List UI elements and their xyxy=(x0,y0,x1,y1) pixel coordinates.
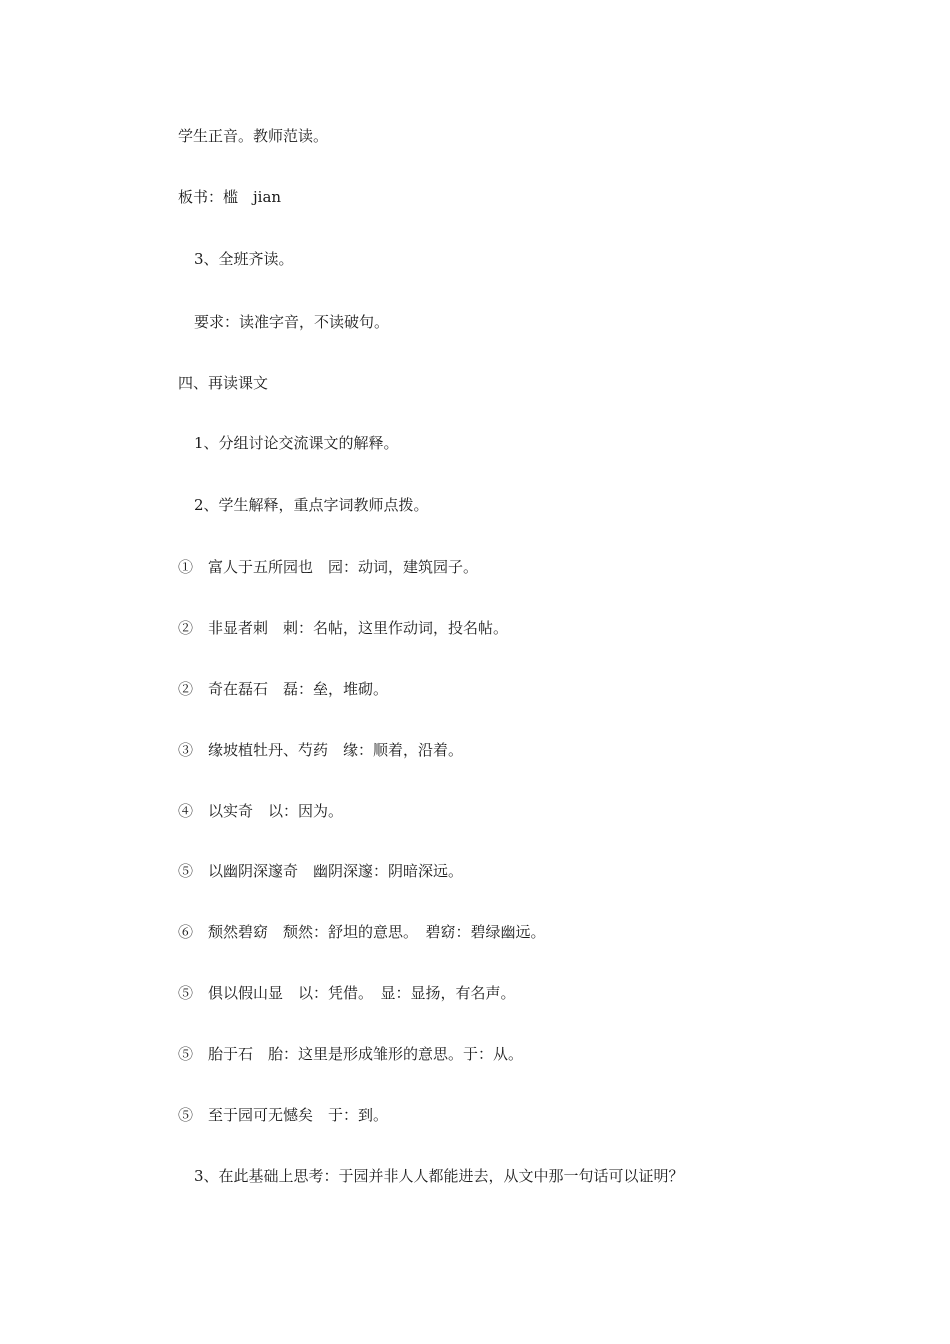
section-heading-reread-text: 四、再读课文 xyxy=(178,374,269,392)
text-line-class-reading: 3、全班齐读。 xyxy=(194,250,294,268)
annotation-item: ② 奇在磊石 磊：垒，堆砌。 xyxy=(178,680,389,698)
annotation-item: ③ 缘坡植牡丹、芍药 缘：顺着，沿着。 xyxy=(178,741,464,759)
text-line-student-explanation: 2、学生解释，重点字词教师点拨。 xyxy=(194,496,429,514)
annotation-item: ⑥ 颓然碧窈 颓然：舒坦的意思。 碧窈：碧绿幽远。 xyxy=(178,923,546,941)
text-line-student-pronunciation: 学生正音。教师范读。 xyxy=(178,127,329,145)
text-line-blackboard-writing: 板书：槛 jian xyxy=(178,188,282,206)
annotation-item: ① 富人于五所园也 园：动词，建筑园子。 xyxy=(178,558,479,576)
annotation-item: ⑤ 至于园可无憾矣 于：到。 xyxy=(178,1106,389,1124)
text-line-requirement: 要求：读准字音，不读破句。 xyxy=(194,313,390,331)
annotation-item: ⑤ 俱以假山显 以：凭借。 显：显扬，有名声。 xyxy=(178,984,516,1002)
annotation-item: ④ 以实奇 以：因为。 xyxy=(178,802,344,820)
annotation-item: ② 非显者刺 刺：名帖，这里作动词，投名帖。 xyxy=(178,619,509,637)
annotation-item: ⑤ 胎于石 胎：这里是形成雏形的意思。于：从。 xyxy=(178,1045,524,1063)
text-line-group-discussion: 1、分组讨论交流课文的解释。 xyxy=(194,434,399,452)
text-line-thinking-question: 3、在此基础上思考：于园并非人人都能进去，从文中那一句话可以证明？ xyxy=(194,1167,684,1185)
annotation-item: ⑤ 以幽阴深邃奇 幽阴深邃：阴暗深远。 xyxy=(178,862,464,880)
